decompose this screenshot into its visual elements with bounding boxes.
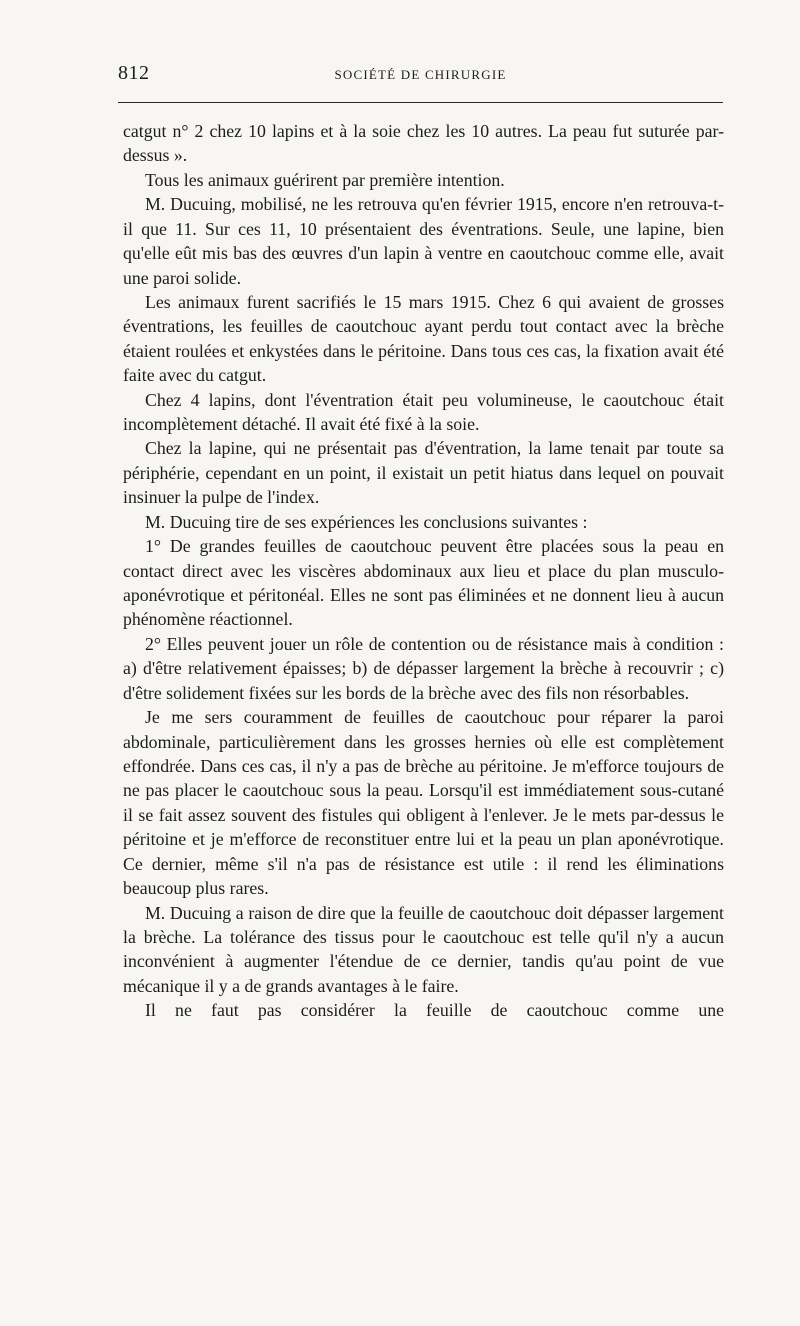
conclusion-2: 2° Elles peuvent jouer un rôle de contention ou de résistance mais à condition : a) d'être relativement épaisses; b) de dépasser largement la brèche à recouvrir ; c) d'être solidement fixées sur les bords de la brèche avec des fils non résorbables. — [123, 633, 724, 703]
paragraph: Chez la lapine, qui ne présentait pas d'éventration, la lame tenait par toute sa périphérie, cependant en un point, il existait un petit hiatus dans lequel on pouvait insinuer la pulpe de l'index. — [123, 438, 724, 508]
paragraph-truncated: Il ne faut pas considérer la feuille de caoutchouc comme une — [145, 1000, 724, 1021]
paragraph: Je me sers couramment de feuilles de caoutchouc pour réparer la paroi abdominale, particulièrement dans les grosses hernies où elle est complètement effondrée. Dans ces cas, il n'y a pas de brèche au péritoine. Je m'efforce toujours de ne pas placer le caoutchouc sous la peau. Lorsqu'il est immédiatement sous-cutané il se fait assez souvent des fistules qui obligent à l'enlever. Je le mets par-dessus le péritoine et je m'efforce de reconstituer entre lui et la peau un plan aponévrotique. Ce dernier, même s'il n'a pas de résistance est utile : il rend les éliminations beaucoup plus rares. — [123, 707, 724, 899]
page-number: 812 — [118, 62, 150, 84]
running-title: SOCIÉTÉ DE CHIRURGIE — [334, 67, 507, 82]
paragraph-continued: catgut n° 2 chez 10 lapins et à la soie chez les 10 autres. La peau fut suturée par-dessus ». — [123, 121, 724, 166]
header-rule — [118, 102, 723, 103]
paragraph: M. Ducuing, mobilisé, ne les retrouva qu'en février 1915, encore n'en retrouva-t-il que 11. Sur ces 11, 10 présentaient des éventrations. Seule, une lapine, bien qu'elle eût mis bas des œuvres d'un lapin à ventre en caoutchouc comme elle, avait une paroi solide. — [123, 194, 724, 288]
paragraph: M. Ducuing a raison de dire que la feuille de caoutchouc doit dépasser largement la brèche. La tolérance des tissus pour le caoutchouc est telle qu'il n'y a aucun inconvénient à augmenter l'étendue de ce dernier, tandis qu'au point de vue mécanique il y a de grands avantages à le faire. — [123, 902, 724, 996]
paragraph: M. Ducuing tire de ses expériences les conclusions suivantes : — [145, 511, 588, 532]
paragraph: Chez 4 lapins, dont l'éventration était peu volumineuse, le caoutchouc était incomplètement détaché. Il avait été fixé à la soie. — [123, 389, 724, 435]
paragraph: Tous les animaux guérirent par première intention. — [145, 169, 505, 190]
conclusion-1: 1° De grandes feuilles de caoutchouc peuvent être placées sous la peau en contact direct avec les viscères abdominaux aux lieu et place du plan musculo-aponévrotique et péritonéal. Elles ne sont pas éliminées et ne donnent lieu à aucun phénomène réactionnel. — [123, 536, 724, 630]
paragraph: Les animaux furent sacrifiés le 15 mars 1915. Chez 6 qui avaient de grosses éventrations, les feuilles de caoutchouc ayant perdu tout contact avec la brèche étaient roulées et enkystées dans le péritoine. Dans tous ces cas, la fixation avait été faite avec du catgut. — [123, 291, 724, 386]
body-text — [123, 119, 724, 1023]
page-header — [118, 62, 723, 92]
